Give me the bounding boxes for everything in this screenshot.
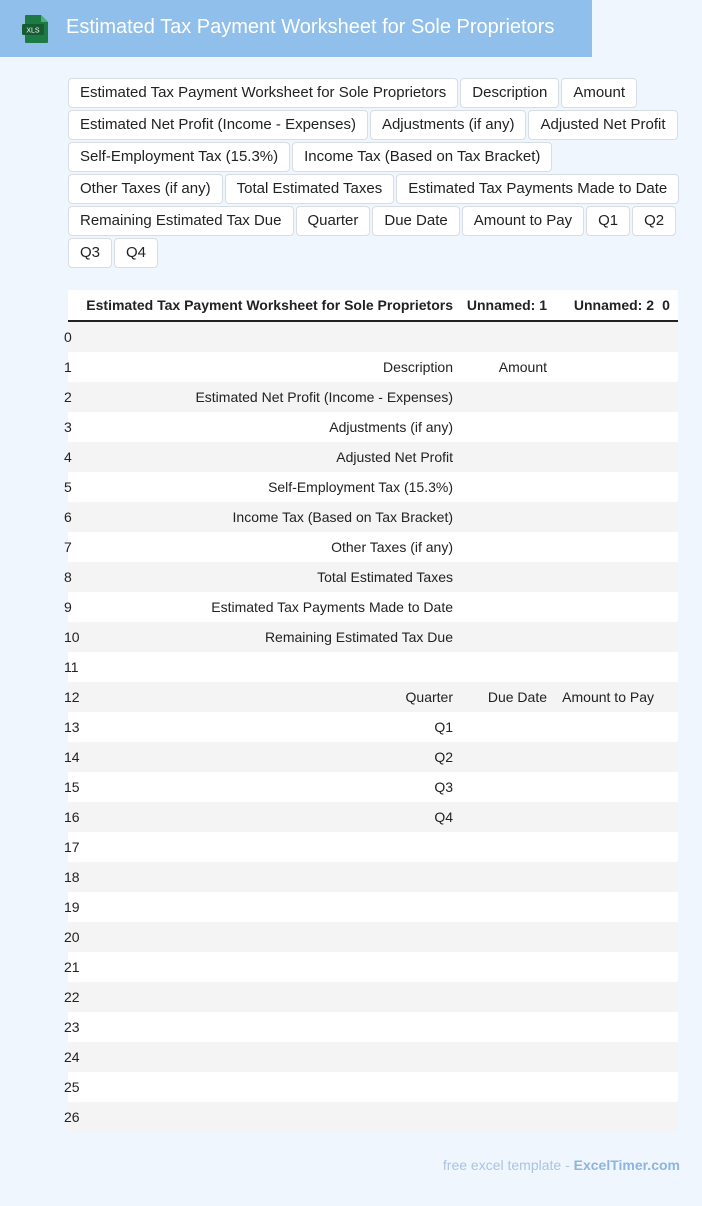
table-cell [453,832,547,862]
table-row [68,832,678,862]
table-cell [453,532,547,562]
table-cell [654,352,678,382]
table-cell: Adjustments (if any) [74,412,453,442]
table-cell: Amount [453,352,547,382]
tag-chip[interactable]: Adjusted Net Profit [528,110,677,140]
row-index: 10 [64,629,80,645]
table-cell [74,1072,453,1102]
row-index: 5 [64,479,72,495]
table-cell: Due Date [453,682,547,712]
row-index: 21 [64,959,80,975]
table-cell [654,472,678,502]
table-cell [654,442,678,472]
table-cell [654,952,678,982]
table-cell [654,772,678,802]
table-cell [453,652,547,682]
table-cell [547,562,654,592]
table-cell [547,1042,654,1072]
tag-chip[interactable]: Q1 [586,206,630,236]
row-index: 3 [64,419,72,435]
table-cell [654,1042,678,1072]
table-cell [654,502,678,532]
table-row [68,472,678,502]
table-cell [547,412,654,442]
table-row [68,982,678,1012]
tag-chip[interactable]: Total Estimated Taxes [225,174,395,204]
table-row [68,1102,678,1132]
row-index: 12 [64,689,80,705]
table-cell [453,592,547,622]
table-cell [453,1102,547,1132]
column-header-0: 0 [654,290,678,321]
excel-file-icon [22,14,50,44]
table-cell [547,802,654,832]
table-cell [547,922,654,952]
table-cell [74,922,453,952]
row-index: 20 [64,929,80,945]
table-row [68,321,678,352]
row-index: 7 [64,539,72,555]
row-index: 26 [64,1109,80,1125]
table-cell [547,321,654,352]
table-cell [654,1012,678,1042]
row-index: 18 [64,869,80,885]
table-row [68,742,678,772]
footer-brand-link[interactable]: ExcelTimer.com [573,1157,680,1173]
table-cell [453,742,547,772]
table-cell [453,622,547,652]
table-cell: Quarter [74,682,453,712]
table-cell [453,502,547,532]
table-cell: Adjusted Net Profit [74,442,453,472]
row-index: 19 [64,899,80,915]
table-cell [453,562,547,592]
table-cell [654,982,678,1012]
table-row [68,652,678,682]
table-cell [547,862,654,892]
table-cell [547,1012,654,1042]
table-cell [453,952,547,982]
data-table [64,290,678,1132]
table-cell [654,382,678,412]
row-index: 9 [64,599,72,615]
table-cell [547,772,654,802]
table-cell [453,712,547,742]
table-cell [74,321,453,352]
table-cell [547,1072,654,1102]
table-cell [547,382,654,412]
row-index: 15 [64,779,80,795]
table-cell [453,442,547,472]
table-cell: Estimated Net Profit (Income - Expenses) [74,382,453,412]
tag-chip[interactable]: Description [460,78,559,108]
table-cell [547,982,654,1012]
row-index: 16 [64,809,80,825]
table-row [68,712,678,742]
row-index: 4 [64,449,72,465]
table-row [68,592,678,622]
table-cell [453,382,547,412]
table-cell [453,321,547,352]
table-cell [453,412,547,442]
tag-chip[interactable]: Estimated Tax Payments Made to Date [396,174,679,204]
column-header-unnamed-1: Unnamed: 1 [453,290,547,321]
table-row [68,862,678,892]
tag-chip[interactable]: Self-Employment Tax (15.3%) [68,142,290,172]
table-cell [453,862,547,892]
table-cell: Other Taxes (if any) [74,532,453,562]
table-cell [453,982,547,1012]
row-index: 13 [64,719,80,735]
table-cell [654,862,678,892]
table-cell [547,1102,654,1132]
table-cell: Description [74,352,453,382]
table-cell: Q1 [74,712,453,742]
table-cell [453,922,547,952]
table-cell [547,442,654,472]
table-cell [654,592,678,622]
table-cell [654,652,678,682]
table-cell: Income Tax (Based on Tax Bracket) [74,502,453,532]
row-index: 11 [64,659,79,675]
table-cell [654,622,678,652]
tag-chip[interactable]: Amount to Pay [462,206,584,236]
table-cell: Q2 [74,742,453,772]
table-cell [547,712,654,742]
table-cell [547,622,654,652]
table-cell [654,562,678,592]
table-cell [453,1072,547,1102]
table-row [68,772,678,802]
table-cell [547,742,654,772]
table-cell [547,472,654,502]
table-row [68,412,678,442]
table-cell [547,352,654,382]
footer-prefix: free excel template - [442,1157,570,1173]
table-cell: Q3 [74,772,453,802]
table-cell [654,922,678,952]
tag-chip[interactable]: Amount [561,78,637,108]
table-cell [74,1012,453,1042]
table-cell: Remaining Estimated Tax Due [74,622,453,652]
table-cell [654,742,678,772]
icon-label: XLS [26,27,40,35]
tag-chip[interactable]: Remaining Estimated Tax Due [68,206,294,236]
table-cell [74,892,453,922]
table-cell [547,652,654,682]
footer-credit [443,1157,680,1173]
table-row [68,622,678,652]
row-index: 24 [64,1049,80,1065]
page-title: Estimated Tax Payment Worksheet for Sole Proprietors [66,16,555,38]
table-cell [453,892,547,922]
table-cell [74,862,453,892]
tag-chip[interactable]: Q3 [68,238,112,268]
table-cell [654,682,678,712]
table-cell: Self-Employment Tax (15.3%) [74,472,453,502]
row-index: 8 [64,569,72,585]
spreadsheet-preview [64,290,678,1132]
table-row [68,892,678,922]
table-row [68,682,678,712]
row-index: 14 [64,749,80,765]
table-cell: Amount to Pay [547,682,654,712]
column-header-title: Estimated Tax Payment Worksheet for Sole Proprietors [74,290,453,321]
tag-chip[interactable]: Due Date [372,206,459,236]
table-row [68,352,678,382]
table-cell: Total Estimated Taxes [74,562,453,592]
table-cell [547,592,654,622]
table-cell [547,832,654,862]
table-cell [453,802,547,832]
table-cell [654,412,678,442]
table-cell [547,952,654,982]
table-row [68,952,678,982]
row-index: 25 [64,1079,80,1095]
header-bar [0,0,592,57]
row-index: 22 [64,989,80,1005]
table-cell [453,1042,547,1072]
table-row [68,442,678,472]
table-cell [654,1072,678,1102]
row-index: 0 [64,329,72,345]
table-cell [654,802,678,832]
table-row [68,922,678,952]
table-row [68,1072,678,1102]
table-cell [654,832,678,862]
table-cell [74,1102,453,1132]
table-cell [74,952,453,982]
table-row [68,1042,678,1072]
table-cell [654,892,678,922]
table-cell [453,772,547,802]
column-header-unnamed-2: Unnamed: 2 [547,290,654,321]
table-cell [654,1102,678,1132]
table-cell [547,502,654,532]
row-index: 17 [64,839,80,855]
tag-chip[interactable]: Estimated Net Profit (Income - Expenses) [68,110,368,140]
table-row [68,532,678,562]
table-row [68,1012,678,1042]
table-cell: Estimated Tax Payments Made to Date [74,592,453,622]
row-index: 2 [64,389,72,405]
table-cell [654,321,678,352]
tag-list [68,78,702,270]
row-index: 6 [64,509,72,525]
tag-chip[interactable]: Other Taxes (if any) [68,174,223,204]
table-row [68,502,678,532]
table-cell [74,982,453,1012]
table-cell: Q4 [74,802,453,832]
row-index: 23 [64,1019,80,1035]
table-cell [74,652,453,682]
table-header-row [68,290,678,321]
tag-chip[interactable]: Quarter [296,206,371,236]
table-cell [453,472,547,502]
tag-chip[interactable]: Q2 [632,206,676,236]
table-cell [654,712,678,742]
table-cell [654,532,678,562]
tag-chip[interactable]: Adjustments (if any) [370,110,527,140]
table-cell [74,832,453,862]
tag-chip[interactable]: Q4 [114,238,158,268]
tag-chip[interactable]: Income Tax (Based on Tax Bracket) [292,142,552,172]
table-row [68,382,678,412]
table-cell [547,532,654,562]
table-cell [453,1012,547,1042]
row-index: 1 [64,359,72,375]
table-cell [547,892,654,922]
tag-chip[interactable]: Estimated Tax Payment Worksheet for Sole Proprietors [68,78,458,108]
table-cell [74,1042,453,1072]
table-row [68,802,678,832]
table-row [68,562,678,592]
